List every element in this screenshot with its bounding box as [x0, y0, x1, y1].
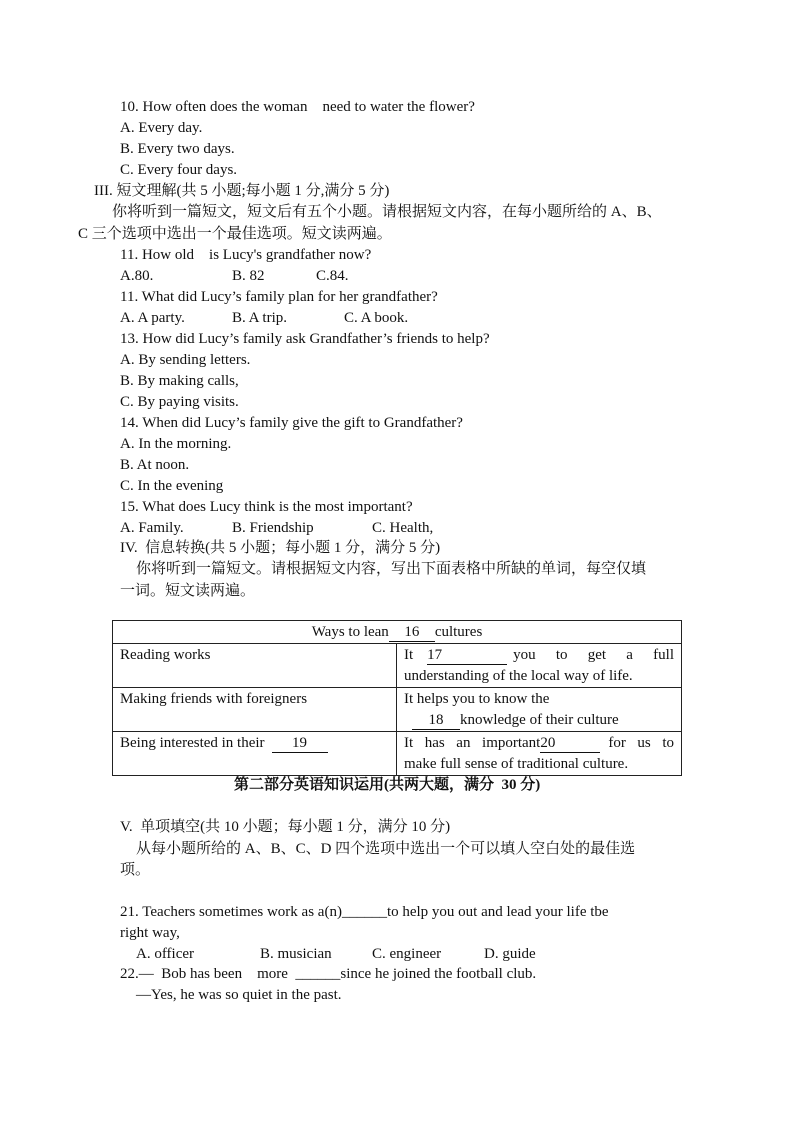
question-12: 11. What did Lucy’s family plan for her grandfather?: [120, 289, 438, 305]
q10-option-c: C. Every four days.: [120, 162, 238, 178]
section-3-instruction-2: C 三个选项中选出一个最佳选项。短文读两遍。: [78, 226, 392, 242]
q21-option-a: A. officer: [136, 946, 195, 962]
section-5-heading: V. 单项填空(共 10 小题；每小题 1 分，满分 10 分): [120, 819, 451, 835]
table-cell-reading-detail: It 17 you to get a full understanding of the local way of life.: [397, 644, 682, 688]
question-22-reply: —Yes, he was so quiet in the past.: [136, 987, 342, 1003]
table-cell-friends-detail: It helps you to know the 18 knowledge of their culture: [397, 688, 682, 732]
q15-option-b: B. Friendship: [232, 520, 314, 536]
section-3-instruction-1: 你将听到一篇短文，短文后有五个小题。请根据短文内容，在每小题所给的 A、B、: [112, 204, 662, 220]
question-11: 11. How old is Lucy's grandfather now?: [120, 247, 372, 263]
table-cell-making-friends: Making friends with foreigners: [113, 688, 397, 732]
table-row: [113, 644, 682, 688]
blank-20[interactable]: 20: [540, 735, 600, 753]
question-21: 21. Teachers sometimes work as a(n)______to help you out and lead your life tbe: [120, 904, 609, 920]
question-22: 22.— Bob has been more ______since he joined the football club.: [120, 966, 537, 982]
question-13: 13. How did Lucy’s family ask Grandfather’s friends to help?: [120, 331, 490, 347]
q10-option-a: A. Every day.: [120, 120, 203, 136]
blank-16[interactable]: 16: [389, 624, 435, 642]
q15-option-a: A. Family.: [120, 520, 184, 536]
blank-18[interactable]: 18: [412, 712, 460, 730]
q13-option-c: C. By paying visits.: [120, 394, 239, 410]
q11-option-b: B. 82: [232, 268, 265, 284]
q10-option-b: B. Every two days.: [120, 141, 235, 157]
q14-option-b: B. At noon.: [120, 457, 190, 473]
q11-option-a: A.80.: [120, 268, 154, 284]
q11-option-c: C.84.: [316, 268, 349, 284]
question-14: 14. When did Lucy’s family give the gift to Grandfather?: [120, 415, 463, 431]
section-3-heading: III. 短文理解(共 5 小题;每小题 1 分,满分 5 分): [94, 183, 390, 199]
section-4-instruction-2: 一词。短文读两遍。: [120, 583, 256, 599]
table-cell-interest-detail: It has an important20 for us to make full sense of traditional culture.: [397, 732, 682, 776]
q21-option-c: C. engineer: [372, 946, 442, 962]
section-5-instruction-2: 项。: [120, 862, 151, 878]
table-title-row: [113, 621, 682, 644]
question-15: 15. What does Lucy think is the most important?: [120, 499, 413, 515]
q13-option-b: B. By making calls,: [120, 373, 239, 389]
part-2-heading: 第二部分英语知识运用(共两大题，满分 30 分): [234, 777, 541, 793]
table-cell-reading-works: Reading works: [113, 644, 397, 688]
section-5-instruction-1: 从每小题所给的 A、B、C、D 四个选项中选出一个可以填人空白处的最佳选: [136, 841, 636, 857]
question-10: 10. How often does the woman need to water the flower?: [120, 99, 475, 115]
question-21-line-2: right way,: [120, 925, 180, 941]
section-4-instruction-1: 你将听到一篇短文。请根据短文内容，写出下面表格中所缺的单词，每空仅填: [136, 561, 647, 577]
blank-19[interactable]: 19: [272, 735, 328, 753]
q12-option-b: B. A trip.: [232, 310, 288, 326]
q12-option-a: A. A party.: [120, 310, 185, 326]
table-title: Ways to lean 16 cultures: [113, 621, 682, 644]
q14-option-a: A. In the morning.: [120, 436, 232, 452]
q21-option-d: D. guide: [484, 946, 536, 962]
table-row: [113, 732, 682, 776]
table-row: [113, 688, 682, 732]
q21-option-b: B. musician: [260, 946, 332, 962]
q12-option-c: C. A book.: [344, 310, 409, 326]
q15-option-c: C. Health,: [372, 520, 434, 536]
q13-option-a: A. By sending letters.: [120, 352, 251, 368]
info-table: [112, 620, 682, 776]
q14-option-c: C. In the evening: [120, 478, 224, 494]
table-cell-being-interested: Being interested in their 19: [113, 732, 397, 776]
blank-17[interactable]: 17: [427, 647, 507, 665]
section-4-heading: IV. 信息转换(共 5 小题；每小题 1 分，满分 5 分): [120, 540, 441, 556]
